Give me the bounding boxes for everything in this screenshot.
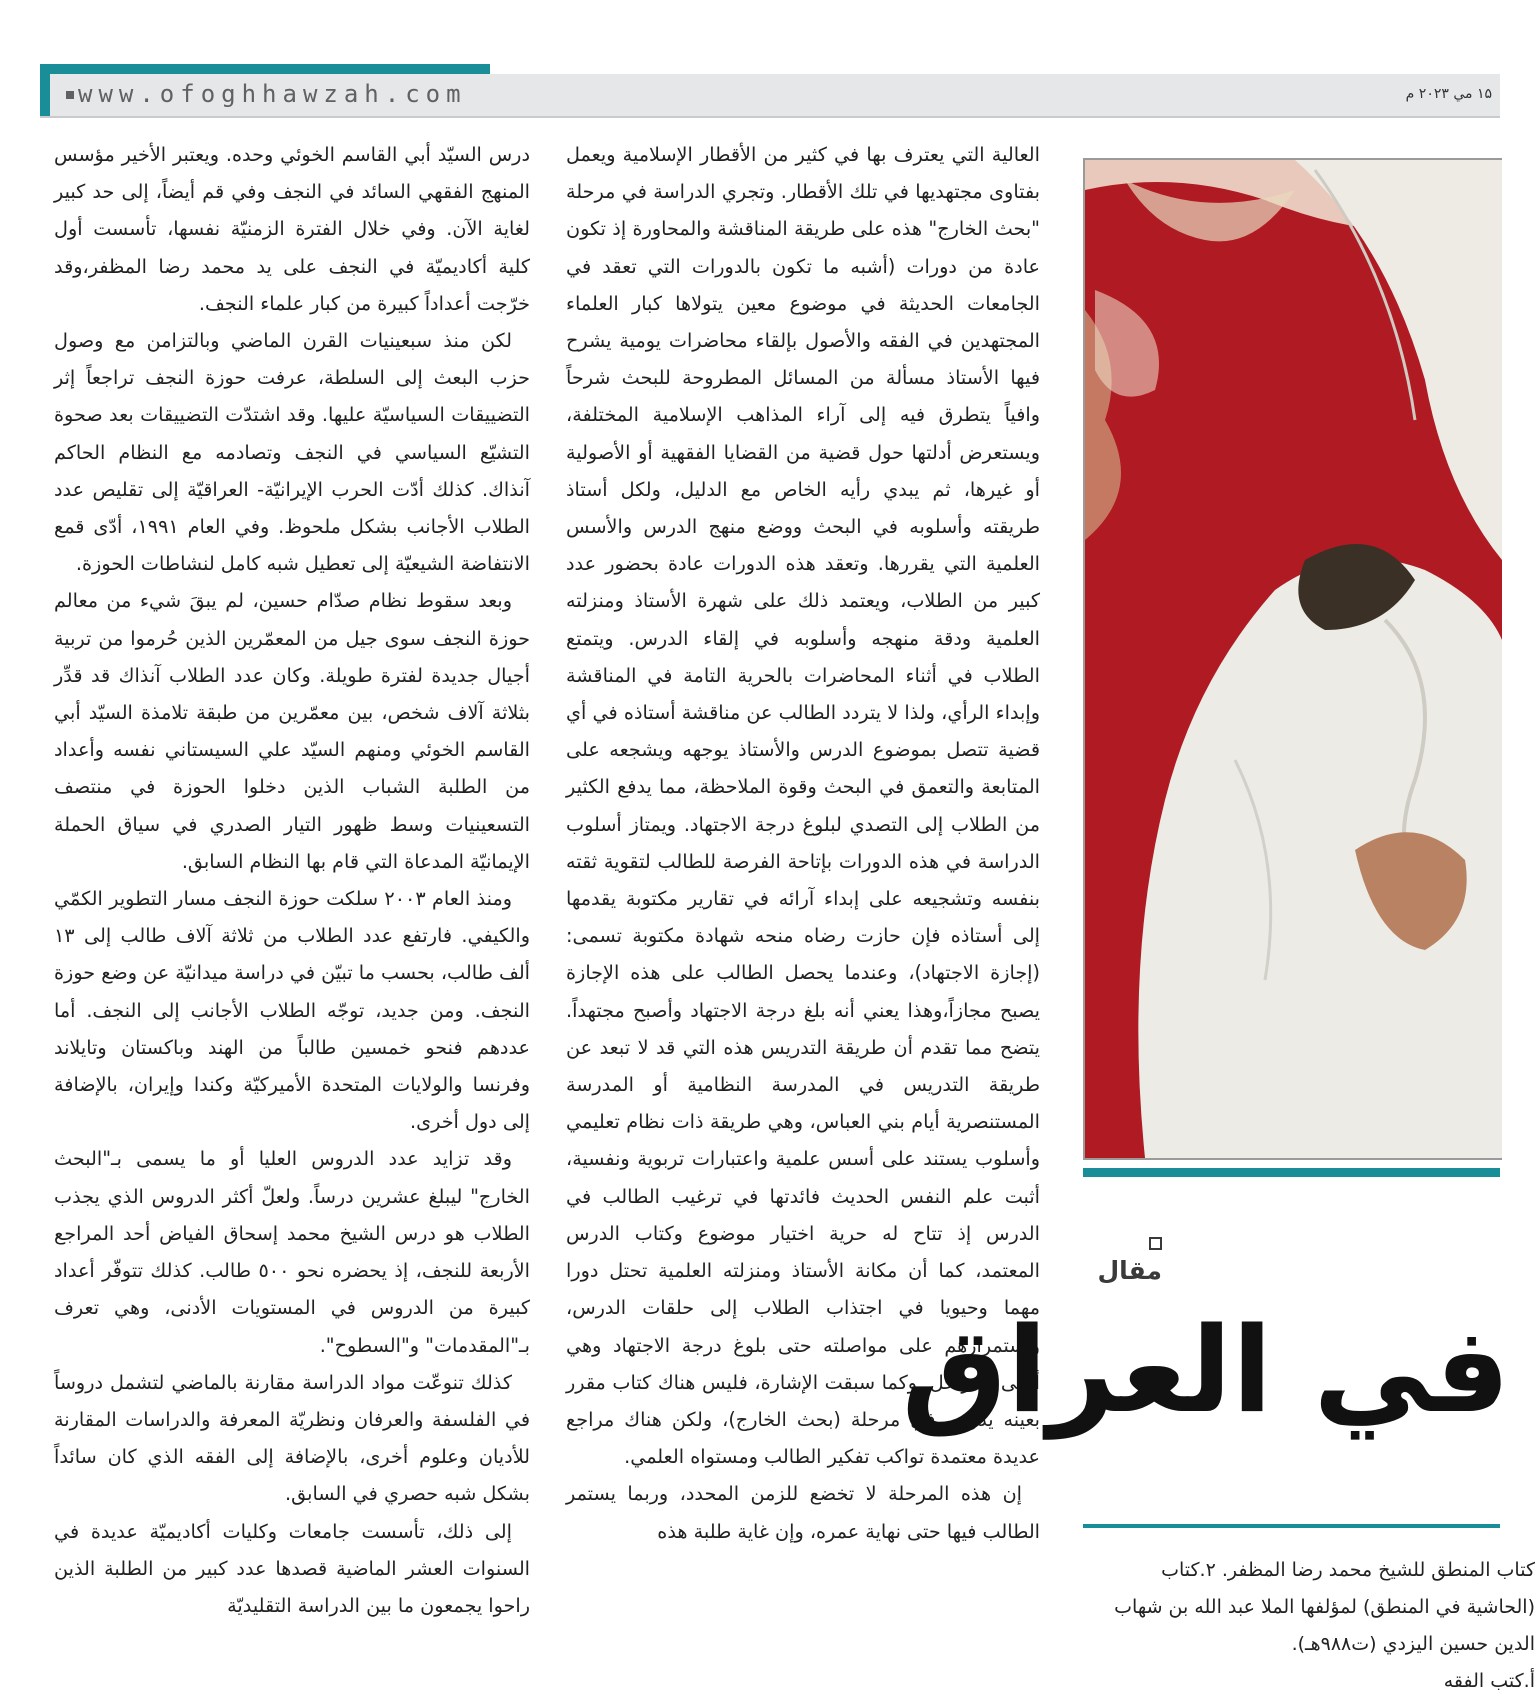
middle-paragraph-1: العالية التي يعترف بها في كثير من الأقطار الإسلامية ويعمل بفتاوى مجتهديها في تلك الأقطار. وتجري الدراسة في مرحلة "بحث الخارج" هذه على طريقة المناقشة والمحاورة إذ تكون عادة من دورات (أشبه ما تكون بالدورات التي تعقد في الجامعات الحديثة في موضوع معين يتولاها كبار العلماء المجتهدين في الفقه والأصول بإلقاء محاضرات يومية يشرح فيها الأستاذ مسألة من المسائل المطروحة للبحث شرحاً وافياً يتطرق فيه إلى آراء المذاهب الإسلامية المختلفة، ويستعرض أدلتها حول قضية من القضايا الفقهية أو الأصولية أو غيرها، ثم يبدي رأيه الخاص مع الدليل، ولكل أستاذ طريقته وأسلوبه في البحث ووضع منهج الدرس والأسس العلمية التي يقررها. وتعقد هذه الدورات عادة بحضور عدد كبير من الطلاب، ويعتمد ذلك على شهرة الأستاذ ومنزلته العلمية ودقة منهجه وأسلوبه في إلقاء الدرس. ويتمتع الطلاب في أثناء المحاضرات بالحرية التامة في المناقشة وإبداء الرأي، ولذا لا يتردد الطالب عن مناقشة أستاذه في أي قضية تتصل بموضوع الدرس والأستاذ يوجهه ويشجعه على المتابعة والتعمق في البحث وقوة الملاحظة، مما يدفع الكثير من الطلاب إلى التصدي لبلوغ درجة الاجتهاد. ويمتاز أسلوب الدراسة في هذه الدورات بإتاحة الفرصة للطالب لتقوية ثقته بنفسه وتشجيعه على إبداء آرائه في تقارير مكتوبة يقدمها إلى أستاذه فإن حازت رضاه منحه شهادة مكتوبة تسمى:(إجازة الاجتهاد)، وعندما يحصل الطالب على هذه الإجازة يصبح مجازاً،وهذا يعني أنه بلغ درجة الاجتهاد وأصبح مجتهداً. يتضح مما تقدم أن طريقة التدريس هذه التي قد لا تبعد عن طريقة التدريس في المدرسة النظامية أو المدرسة المستنصرية أيام بني العباس، وهي طريقة ذات نظام تعليمي وأسلوب يستند على أسس علمية واعتبارات تربوية ونفسية، أثبت علم النفس الحديث فائدتها في ترغيب الطالب في الدرس إذ تتاح له حرية اختيار موضوع وكتاب الدرس المعتمد، كما أن مكانة الأستاذ ومنزلته العلمية تحتل دورا مهما وحيويا في اجتذاب الطلاب إلى حلقات الدرس، واستمرارهم على مواصلته حتى بلوغ درجة الاجتهاد وهي أعلى المراحل. وكما سبقت الإشارة، فليس هناك كتاب مقرر بعينه يدرس في مرحلة (بحث الخارج)، ولكن هناك مراجع عديدة معتمدة تواكب تفكير الطالب ومستواه العلمي. (566, 143, 1040, 1469)
left-paragraph-7: إلى ذلك، تأسست جامعات وكليات أكاديميّة عديدة في السنوات العشر الماضية قصدها عدد كبير من الطلبة الذين راحوا يجمعون ما بين الدراسة التقليديّة (54, 1519, 530, 1617)
middle-paragraph-2: إن هذه المرحلة لا تخضع للزمن المحدد، وربما يستمر الطالب فيها حتى نهاية عمره، وإن غاية طلبة هذه (566, 1482, 1040, 1543)
left-paragraph-2: لكن منذ سبعينيات القرن الماضي وبالتزامن مع وصول حزب البعث إلى السلطة، عرفت حوزة النجف تراجعاً إثر التضييقات السياسيّة عليها. وقد اشتدّت التضييقات بعد صحوة التشيّع السياسي في النجف وتصادمه مع النظام الحاكم آنذاك. كذلك أدّت الحرب الإيرانيّة- العراقيّة إلى تقليص عدد الطلاب الأجانب بشكل ملحوظ. وفي العام ١٩٩١، أدّى قمع الانتفاضة الشيعيّة إلى تعطيل شبه كامل لنشاطات الحوزة. (54, 329, 530, 576)
section-label (1082, 1227, 1162, 1285)
square-outline-icon (1149, 1237, 1162, 1250)
article-headline: في العراق (901, 1301, 1510, 1439)
left-paragraph-6: كذلك تنوعّت مواد الدراسة مقارنة بالماضي لتشمل دروساً في الفلسفة والعرفان ونظريّة المعرفة والدراسات المقارنة للأديان وعلوم أخرى، بالإضافة إلى الفقه الذي كان سائداً بشكل شبه حصري في السابق. (54, 1370, 530, 1506)
square-bullet-icon (66, 91, 74, 99)
header-accent-tab (40, 64, 490, 74)
section-divider-bottom (1083, 1524, 1500, 1528)
website-url-text: www.ofoghhawzah.com (78, 80, 467, 108)
right-line-2: (الحاشية في المنطق) لمؤلفها الملا عبد الله بن شهاب (1114, 1596, 1535, 1618)
left-paragraph-1: درس السيّد أبي القاسم الخوئي وحده. ويعتبر الأخير مؤسس المنهج الفقهي السائد في النجف وفي قم أيضاً، إلى حد كبير لغاية الآن. وفي خلال الفترة الزمنيّة نفسها، تأسست أول كلية أكاديميّة في النجف على يد محمد رضا المظفر،وقد خرّجت أعداداً كبيرة من كبار علماء النجف. (54, 143, 530, 315)
right-line-1: كتاب المنطق للشيخ محمد رضا المظفر. ٢.كتاب (1161, 1559, 1535, 1581)
section-divider-top (1083, 1168, 1500, 1177)
website-url[interactable] (66, 80, 467, 108)
issue-date: ۱۵ مي ۲۰۲۳ م (1405, 86, 1492, 102)
right-line-4: أ.كتب الفقه (1443, 1670, 1535, 1692)
page-header-bar (40, 74, 1500, 118)
left-paragraph-5: وقد تزايد عدد الدروس العليا أو ما يسمى بـ"البحث الخارج" ليبلغ عشرين درساً. ولعلّ أكثر الدروس الذي يجذب الطلاب هو درس الشيخ محمد إسحاق الفياض أحد المراجع الأربعة للنجف، إذ يحضره نحو ٥٠٠ طالب. كذلك تتوفّر أعداد كبيرة من الدروس في المستويات الأدنى، وهي تعرف بـ"المقدمات" و"السطوح". (54, 1147, 530, 1357)
article-column-right (1075, 1552, 1535, 1700)
photo-illustration (1085, 160, 1502, 1158)
left-paragraph-4: ومنذ العام ٢٠٠٣ سلكت حوزة النجف مسار التطوير الكمّي والكيفي. فارتفع عدد الطلاب من ثلاثة آلاف طالب إلى ١٣ ألف طالب، بحسب ما تبيّن في دراسة ميدانيّة عن وضع حوزة النجف. ومن جديد، توجّه الطلاب الأجانب إلى النجف. أما عددهم فنحو خمسين طالباً من الهند وباكستان وتايلاند وفرنسا والولايات المتحدة الأميركيّة وكندا وإيران، بالإضافة إلى دول أخرى. (54, 887, 530, 1134)
header-left-marker (40, 74, 50, 116)
right-line-3: الدين حسين اليزدي (ت٩٨٨هـ). (1291, 1633, 1535, 1655)
left-paragraph-3: وبعد سقوط نظام صدّام حسين، لم يبقَ شيء من معالم حوزة النجف سوى جيل من المعمّرين الذين حُرموا من تربية أجيال جديدة لفترة طويلة. وكان عدد الطلاب آنذاك قد قدِّر بثلاثة آلاف شخص، بين معمّرين من طبقة تلامذة السيّد أبي القاسم الخوئي ومنهم السيّد علي السيستاني نفسه وأعداد من الطلبة الشباب الذين دخلوا الحوزة في منتصف التسعينيات وسط ظهور التيار الصدري في سياق الحملة الإيمانيّة المدعاة التي قام بها النظام السابق. (54, 589, 530, 873)
article-column-left (54, 136, 530, 1624)
article-photo (1083, 158, 1502, 1160)
section-label-text: مقال (1097, 1256, 1162, 1285)
